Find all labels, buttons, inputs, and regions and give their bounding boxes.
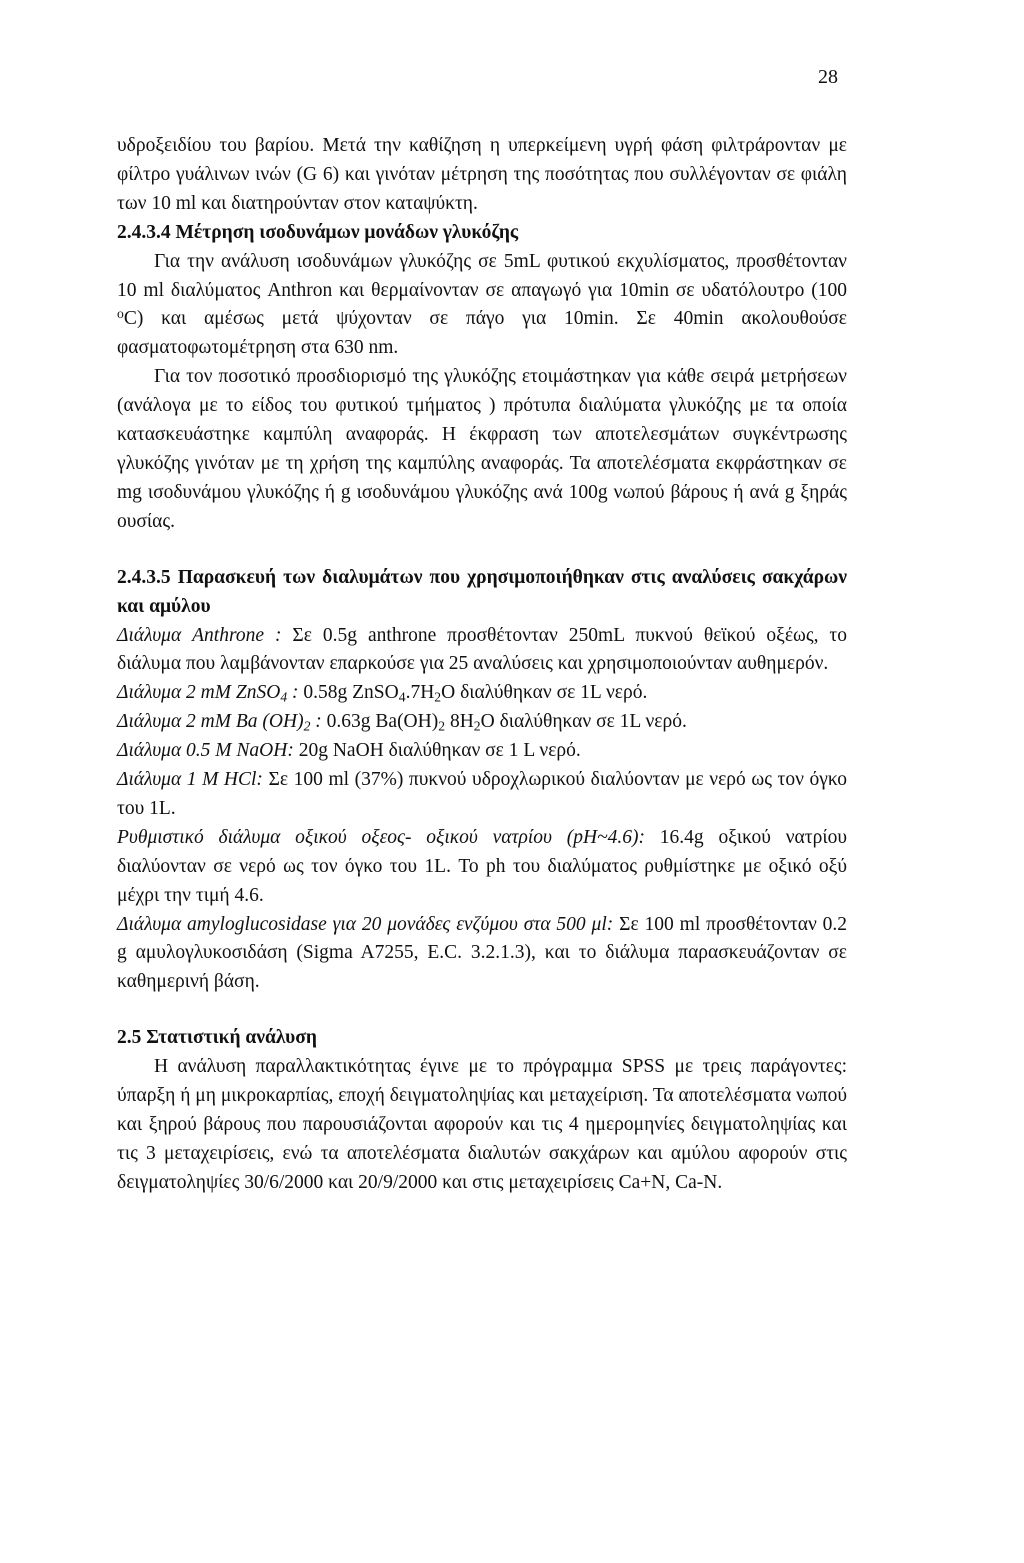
subscript: 2 bbox=[473, 718, 481, 734]
text-span: O διαλύθηκαν σε 1L νερό. bbox=[441, 682, 648, 704]
solution-text: 16.4g οξικού νατρίου διαλύονταν σε νερό ως τον όγκο του 1L. Το ph του διαλύματος ρυθμίστηκε με οξικό οξύ μέχρι την τιμή 4.6. bbox=[117, 826, 847, 906]
page-number: 28 bbox=[818, 66, 838, 88]
solution-text: 20g NaOH διαλύθηκαν σε 1 L νερό. bbox=[293, 740, 581, 762]
subscript: 4 bbox=[280, 689, 288, 705]
text-span: 0.58g ZnSO bbox=[298, 682, 399, 704]
text-span: : bbox=[310, 711, 322, 733]
paragraph-statistical-analysis: Η ανάλυση παραλλακτικότητας έγινε με το πρόγραμμα SPSS με τρεις παράγοντες: ύπαρξη ή μη μικροκαρπίας, εποχή δειγματοληψίας και μεταχείριση. Τα αποτελέσματα νωπού και ξηρού βάρους που παρουσιάζονται αφορούν και τις 4 ημερομηνίες δειγματοληψίας και τις 3 μεταχειρίσεις, ενώ τα αποτελέσματα διαλυτών σακχάρων και αμύλου αφορούν στις δειγματοληψίες 30/6/2000 και 20/9/2000 και στις μεταχειρίσεις Ca+N, Ca-N. bbox=[117, 1056, 847, 1193]
text-span: .7H bbox=[405, 682, 435, 704]
solution-anthrone bbox=[117, 622, 847, 680]
text-span: : bbox=[287, 682, 299, 704]
solution-acetate-buffer bbox=[117, 824, 847, 911]
paragraph-anthron-method bbox=[117, 248, 847, 364]
solution-naoh bbox=[117, 737, 847, 766]
solution-label: Διάλυμα 0.5 M NaOH: bbox=[117, 740, 294, 762]
solution-label: Διάλυμα Anthrone : bbox=[117, 624, 282, 646]
solution-text: Σε 0.5g anthrone προσθέτονταν 250mL πυκνού θεϊκού οξέως, το διάλυμα που λαμβάνονταν επαρκούσε για 25 αναλύσεις και χρησιμοποιούνταν αυθημερόν. bbox=[117, 624, 848, 675]
solution-ba-oh bbox=[117, 708, 847, 737]
subscript: 2 bbox=[434, 689, 442, 705]
text-span: C) και αμέσως μετά ψύχονταν σε πάγο για 10min. Σε 40min ακολουθούσε φασματοφωτομέτρηση στα 630 nm. bbox=[117, 308, 847, 359]
subscript: 2 bbox=[438, 718, 446, 734]
solution-label bbox=[117, 711, 322, 732]
text-span: Για την ανάλυση ισοδυνάμων γλυκόζης σε 5mL φυτικού εκχυλίσματος, προσθέτονταν 10 ml διαλύματος Anthron και θερμαίνονταν σε απαγωγό για 10min σε υδατόλουτρο (100 bbox=[117, 250, 847, 301]
solution-label: Διάλυμα 1 M HCl: bbox=[117, 769, 263, 791]
section-heading-2-4-3-4: 2.4.3.4 Μέτρηση ισοδυνάμων μονάδων γλυκόζης bbox=[117, 221, 519, 243]
page-content bbox=[117, 132, 847, 1198]
solution-znso4 bbox=[117, 679, 847, 708]
solution-amyloglucosidase bbox=[117, 911, 847, 998]
paragraph-glucose-calibration: Για τον ποσοτικό προσδιορισμό της γλυκόζης ετοιμάστηκαν για κάθε σειρά μετρήσεων (ανάλογα με το είδος του φυτικού τμήματος ) πρότυπα διαλύματα γλυκόζης με τα οποία κατασκευάστηκε καμπύλη αναφοράς. Η έκφραση των αποτελεσμάτων συγκέντρωσης γλυκόζης γινόταν με τη χρήση της καμπύλης αναφοράς. Τα αποτελέσματα εκφράστηκαν σε mg ισοδυνάμου γλυκόζης ή g ισοδυνάμου γλυκόζης ανά 100g νωπού βάρους ή ανά g ξηράς ουσίας. bbox=[117, 366, 847, 532]
solution-label bbox=[117, 682, 299, 703]
section-heading-2-4-3-5: 2.4.3.5 Παρασκευή των διαλυμάτων που χρησιμοποιήθηκαν στις αναλύσεις σακχάρων και αμύλου bbox=[117, 566, 847, 617]
solution-text: Σε 100 ml (37%) πυκνού υδροχλωρικού διαλύονταν με νερό ως τον όγκο του 1L. bbox=[117, 769, 847, 819]
subscript: 4 bbox=[398, 689, 406, 705]
degree-sign: o bbox=[117, 306, 124, 322]
solution-label: Διάλυμα amyloglucosidase για 20 μονάδες ενζύμου στα 500 μl: bbox=[117, 913, 614, 935]
subscript: 2 bbox=[303, 718, 311, 734]
solution-hcl bbox=[117, 766, 847, 824]
section-heading-2-5: 2.5 Στατιστική ανάλυση bbox=[117, 1027, 317, 1049]
text-span: Διάλυμα 2 mM Ba (OH) bbox=[117, 711, 304, 733]
text-span: O διαλύθηκαν σε 1L νερό. bbox=[480, 711, 687, 733]
solution-text: Σε 100 ml προσθέτονταν 0.2 g αμυλογλυκοσιδάση (Sigma A7255, E.C. 3.2.1.3), και το διάλυμα παρασκευάζονταν σε καθημερινή βάση. bbox=[117, 913, 848, 993]
text-span: 8H bbox=[445, 711, 474, 733]
paragraph-barium-filtration: υδροξειδίου του βαρίου. Μετά την καθίζηση η υπερκείμενη υγρή φάση φιλτράρονταν με φίλτρο γυάλινων ινών (G 6) και γινόταν μέτρηση της ποσότητας που συλλέγονταν σε φιάλη των 10 ml και διατηρούνταν στον καταψύκτη. bbox=[117, 135, 847, 214]
solution-label: Ρυθμιστικό διάλυμα οξικού οξεος- οξικού νατρίου (pH~4.6): bbox=[117, 826, 645, 848]
text-span: Διάλυμα 2 mM ZnSO bbox=[117, 682, 281, 704]
paragraph-gap bbox=[117, 537, 847, 564]
text-span: 0.63g Ba(OH) bbox=[321, 711, 439, 733]
